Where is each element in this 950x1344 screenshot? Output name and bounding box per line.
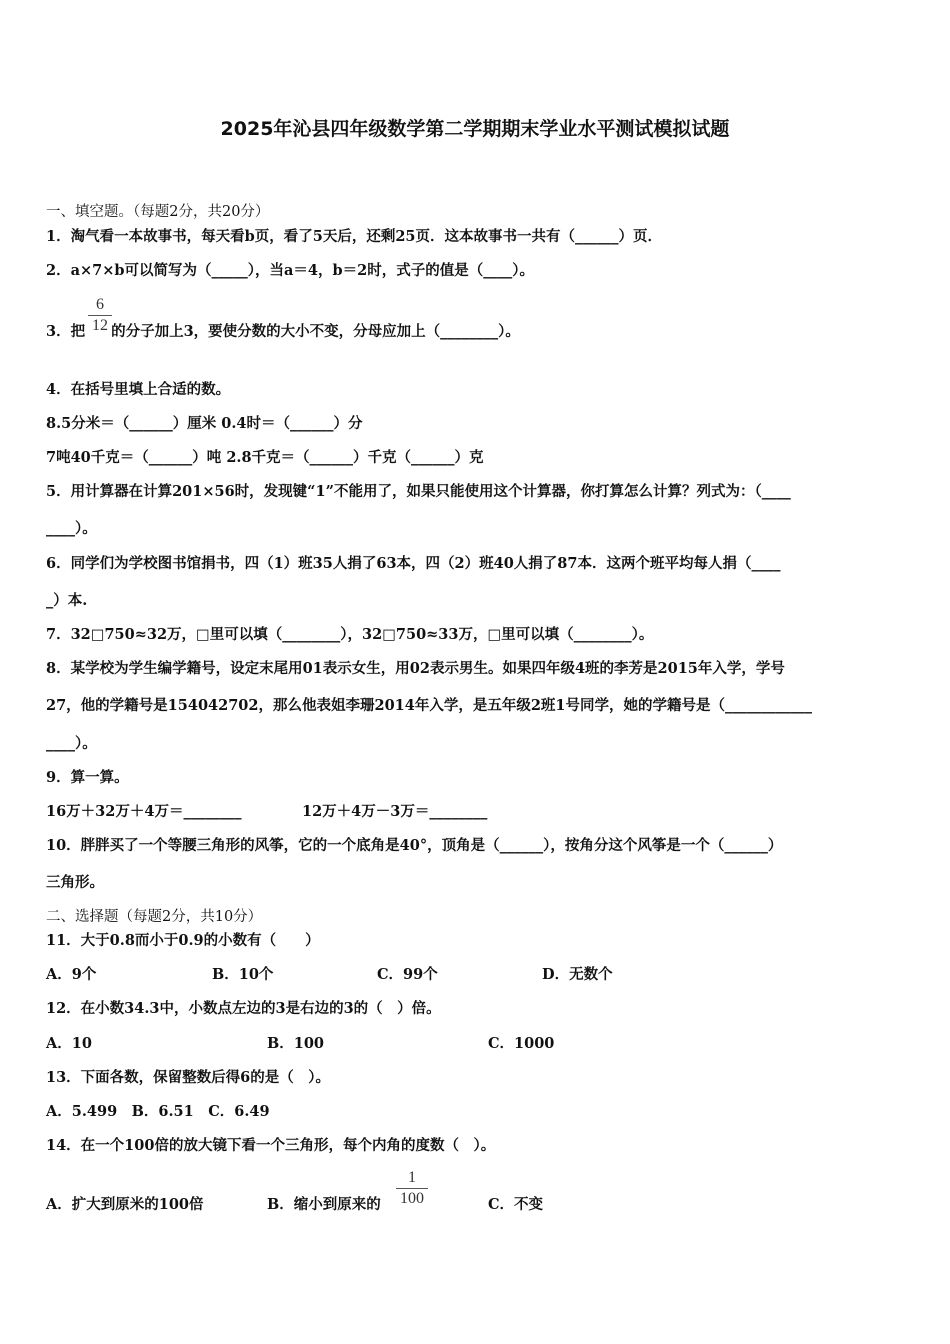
question-11-option-b: B．10个 [212,966,274,983]
question-6-line-2: _）本. [46,592,88,609]
question-11-option-c: C．99个 [377,966,438,983]
question-1: 1．淘气看一本故事书，每天看b页，看了5天后，还剩25页．这本故事书一共有（______）页． [46,228,662,245]
question-5-line-2: ____）。 [46,520,97,537]
question-10-line-2: 三角形。 [46,874,104,891]
question-4: 4．在括号里填上合适的数。 [46,381,231,398]
question-5-line-1: 5．用计算器在计算201×56时，发现键“1”不能用了，如果只能使用这个计算器，你打算怎么计算？列式为：（____ [46,483,791,500]
question-14: 14．在一个100倍的放大镜下看一个三角形，每个内角的度数（ ）。 [46,1137,496,1154]
question-4-line-1: 8.5分米＝（______）厘米 0.4时＝（______）分 [46,415,363,432]
question-8-line-2: 27，他的学籍号是154042702，那么他表姐李珊2014年入学，是五年级2班1号同学，她的学籍号是（____________ [46,697,813,714]
question-9-part-a: 16万＋32万＋4万＝________ [46,803,242,820]
question-14-option-c: C．不变 [488,1196,544,1213]
question-3-prefix: 3．把 [46,323,86,340]
question-11-option-a: A．9个 [46,966,97,983]
question-11: 11．大于0.8而小于0.9的小数有（ ） [46,932,320,949]
question-12-option-a: A．10 [46,1035,92,1052]
page-title: 2025年沁县四年级数学第二学期期末学业水平测试模拟试题 [220,118,730,140]
section-heading-choice: 二、选择题（每题2分，共10分） [46,909,263,925]
fraction-one-hundredth [396,1169,428,1208]
question-9: 9．算一算。 [46,769,129,786]
question-3-suffix: 的分子加上3，要使分数的大小不变，分母应加上（________）。 [111,323,520,340]
fraction-denominator: 12 [92,317,108,334]
fraction-six-twelfths [88,296,112,335]
question-11-option-d: D．无数个 [542,966,613,983]
question-2: 2．a×7×b可以简写为（_____），当a＝4，b＝2时，式子的值是（____）。 [46,262,534,279]
question-13: 13．下面各数，保留整数后得6的是（ ）。 [46,1069,331,1086]
fraction-denominator: 100 [400,1190,424,1207]
question-7: 7．32□750≈32万，□里可以填（________），32□750≈33万，□里可以填（________）。 [46,626,654,643]
question-8-line-3: ____）。 [46,735,97,752]
section-heading-fill-blank: 一、填空题。（每题2分，共20分） [46,204,270,220]
question-14-option-b: B．缩小到原来的 [267,1196,381,1213]
question-8-line-1: 8．某学校为学生编学籍号，设定末尾用01表示女生，用02表示男生。如果四年级4班的李芳是2015年入学，学号 [46,660,785,677]
question-4-line-2: 7吨40千克＝（______）吨 2.8千克＝（______）千克（______）克 [46,449,484,466]
question-14-option-a: A．扩大到原米的100倍 [46,1196,204,1213]
question-12-option-b: B．100 [267,1035,325,1052]
question-10-line-1: 10．胖胖买了一个等腰三角形的风筝，它的一个底角是40°，顶角是（______），按角分这个风筝是一个（______） [46,837,783,854]
question-13-options: A．5.499 B．6.51 C．6.49 [46,1103,270,1120]
question-12-option-c: C．1000 [488,1035,555,1052]
question-6-line-1: 6．同学们为学校图书馆捐书，四（1）班35人捐了63本，四（2）班40人捐了87本．这两个班平均每人捐（____ [46,555,781,572]
question-9-part-b: 12万＋4万－3万＝________ [302,803,488,820]
question-3 [46,322,520,342]
fraction-numerator: 1 [408,1169,416,1186]
fraction-numerator: 6 [96,296,104,313]
question-12: 12．在小数34.3中，小数点左边的3是右边的3的（ ）倍。 [46,1000,441,1017]
